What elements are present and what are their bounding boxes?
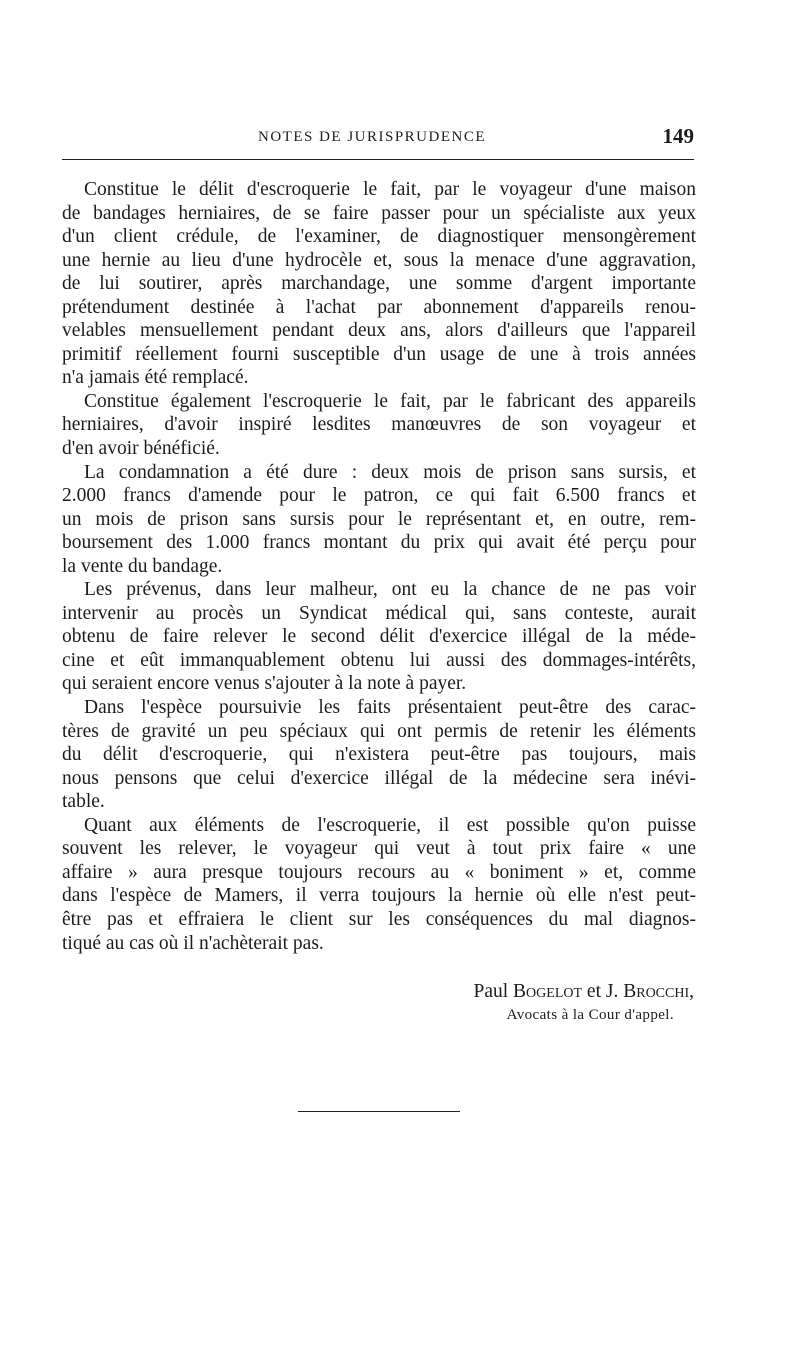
author-2-last-name: Brocchi, — [623, 981, 694, 1002]
text-line: Dans l'espèce poursuivie les faits présentaient peut-être des carac- — [84, 697, 696, 719]
affiliation: Avocats à la Cour d'appel. — [506, 1007, 674, 1023]
text-line: du délit d'escroquerie, qui n'existera peut-être pas toujours, mais — [62, 744, 696, 766]
text-line: être pas et effraiera le client sur les conséquences du mal diagnos- — [62, 908, 696, 930]
text-line: intervenir au procès un Syndicat médical qui, sans conteste, aurait — [62, 602, 696, 624]
text-line: d'un client crédule, de l'examiner, de diagnostiquer mensongèrement — [62, 226, 696, 248]
text-line: de bandages herniaires, de se faire passer pour un spécialiste aux yeux — [62, 202, 696, 224]
text-line: affaire » aura presque toujours recours au « boniment » et, comme — [62, 861, 696, 883]
text-line: de lui soutirer, après marchandage, une somme d'argent importante — [62, 273, 696, 295]
text-line: nous pensons que celui d'exercice illégal de la médecine sera inévi- — [62, 767, 696, 789]
text-line: obtenu de faire relever le second délit d'exercice illégal de la méde- — [62, 626, 696, 648]
text-line: qui seraient encore venus s'ajouter à la note à payer. — [62, 673, 467, 695]
paragraph-1 — [62, 178, 696, 390]
text-line: table. — [62, 791, 105, 813]
author-conjunction: et J. — [586, 981, 619, 1002]
text-line: une hernie au lieu d'une hydrocèle et, sous la menace d'une aggravation, — [62, 249, 696, 271]
text-line: dans l'espèce de Mamers, il verra toujours la hernie où elle n'est peut- — [62, 885, 696, 907]
text-line: velables mensuellement pendant deux ans, alors d'ailleurs que l'appareil — [62, 320, 696, 342]
text-line: prétendument destinée à l'achat par abonnement d'appareils renou- — [62, 296, 696, 318]
text-line: souvent les relever, le voyageur qui veut à tout prix faire « une — [62, 838, 696, 860]
end-rule — [298, 1111, 460, 1112]
text-line: d'en avoir bénéficié. — [62, 438, 220, 460]
text-line: tères de gravité un peu spéciaux qui ont permis de retenir les éléments — [62, 720, 696, 742]
article-body — [62, 178, 696, 955]
paragraph-3 — [62, 461, 696, 579]
paragraph-5 — [62, 696, 696, 814]
page-number: 149 — [662, 124, 694, 148]
signature-block — [294, 980, 694, 1026]
paragraph-4 — [62, 578, 696, 696]
text-line: tiqué au cas où il n'achèterait pas. — [62, 932, 324, 954]
text-line: n'a jamais été remplacé. — [62, 367, 249, 389]
text-line: 2.000 francs d'amende pour le patron, ce qui fait 6.500 francs et — [62, 485, 696, 507]
running-head: NOTES DE JURISPRUDENCE — [258, 129, 487, 145]
authors — [294, 980, 694, 1004]
text-line: cine et eût immanquablement obtenu lui aussi des dommages-intérêts, — [62, 649, 696, 671]
text-line: la vente du bandage. — [62, 555, 223, 577]
paragraph-2 — [62, 390, 696, 461]
text-line: Constitue le délit d'escroquerie le fait, par le voyageur d'une maison — [84, 179, 696, 200]
page-header — [62, 126, 694, 156]
text-line: Quant aux éléments de l'escroquerie, il est possible qu'on puisse — [84, 814, 696, 836]
text-line: un mois de prison sans sursis pour le représentant et, en outre, rem- — [62, 508, 696, 530]
text-line: boursement des 1.000 francs montant du prix qui avait été perçu pour — [62, 532, 696, 554]
text-line: Les prévenus, dans leur malheur, ont eu la chance de ne pas voir — [84, 579, 696, 601]
text-line: herniaires, d'avoir inspiré lesdites manœuvres de son voyageur et — [62, 414, 696, 436]
text-line: primitif réellement fourni susceptible d'un usage de une à trois années — [62, 343, 696, 365]
text-line: La condamnation a été dure : deux mois de prison sans sursis, et — [84, 461, 696, 483]
author-1-last-name: Bogelot — [513, 981, 583, 1002]
text-line: Constitue également l'escroquerie le fait, par le fabricant des appareils — [84, 390, 696, 412]
paragraph-6 — [62, 814, 696, 955]
header-rule — [62, 159, 694, 160]
author-1-first-name: Paul — [473, 981, 509, 1002]
